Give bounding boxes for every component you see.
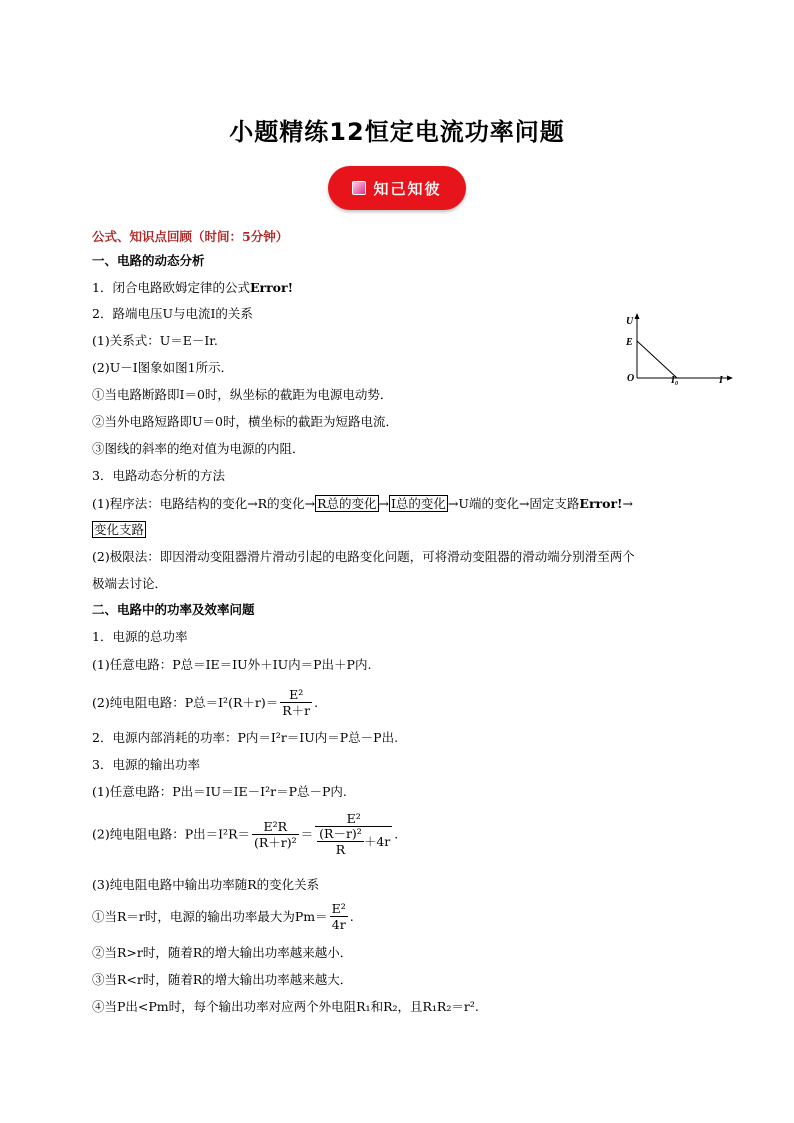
fraction: $\frac{\text{E²R}}{\text{(R＋r)²}}$ (253, 818, 297, 850)
text-line: (1)程序法：电路结构的变化→R的变化→ R总的变化 → I总的变化 →U端的变化→固定支路Error!→ (92, 496, 634, 511)
origin-label: O (627, 373, 635, 384)
text-line: ②当外电路短路即U＝0时，横坐标的截距为短路电流． (92, 414, 398, 429)
i0-label: I₀ (671, 375, 679, 386)
text-line: ③图线的斜率的绝对值为电源的内阻． (92, 441, 305, 456)
text-line: 2．路端电压U与电流I的关系 (92, 306, 253, 321)
fraction: E² $\frac{\text{(R－r)²}}{R}$ ＋4r (315, 812, 392, 858)
section-badge (328, 166, 466, 210)
y-axis-arrow (635, 313, 640, 319)
badge-label: 知己知彼 (373, 179, 442, 198)
text-line: 2．电源内部消耗的功率：P内＝I²r＝IU内＝P总－P出. (92, 730, 399, 745)
u-i-line (637, 341, 677, 378)
u-axis-label: U (626, 316, 634, 327)
text-line: (1)任意电路：P总＝IE＝IU外＋IU内＝P出＋P内. (92, 657, 372, 672)
text-line: ①当电路断路即I＝0时，纵坐标的截距为电源电动势． (92, 387, 393, 402)
text-line: ③当R<r时，随着R的增大输出功率越来越大． (92, 972, 353, 987)
badge-icon (352, 181, 366, 195)
text-line: 1．电源的总功率 (92, 629, 188, 644)
section-heading-2: 二、电路中的功率及效率问题 (92, 602, 255, 617)
text-line: 变化支路 (94, 522, 145, 537)
x-axis-arrow (727, 376, 733, 381)
page-title: 小题精练12恒定电流功率问题 (229, 118, 565, 146)
text-line: 极端去讨论． (92, 576, 168, 591)
text-line: (2)极限法：即因滑动变阻器滑片滑动引起的电路变化问题，可将滑动变阻器的滑动端分别滑至两个 (92, 549, 635, 564)
e-label: E (626, 337, 633, 348)
text-line: 3．电源的输出功率 (92, 757, 200, 772)
text-line: ④当P出<Pm时，每个输出功率对应两个外电阻R₁和R₂，且R₁R₂＝r². (92, 999, 479, 1014)
u-i-graph (620, 310, 740, 390)
text-line: 3．电路动态分析的方法 (92, 468, 225, 483)
text-line: 1．闭合电路欧姆定律的公式Error! (92, 280, 294, 295)
fraction: $\frac{\text{E²}}{4r}$ (331, 901, 346, 932)
text-line: ②当R>r时，随着R的增大输出功率越来越小． (92, 945, 353, 960)
text-line: (3)纯电阻电路中输出功率随R的变化关系 (92, 877, 320, 892)
review-heading: 公式、知识点回顾（时间：5分钟） (92, 229, 289, 244)
text-line: (1)关系式：U＝E－Ir. (92, 333, 218, 348)
formula-line: (2)纯电阻电路：P出＝I²R＝ $\frac{\text{E²R}}{\text{(R＋r)²}}$ ＝ E² $\frac{\text{(R－r)²}}{R}$ ＋4r . (92, 811, 399, 857)
text-line: (2)U－I图象如图1所示． (92, 360, 234, 375)
i-axis-label: I (719, 375, 723, 386)
formula-line: (2)纯电阻电路：P总＝I²(R＋r)＝ $\frac{\text{E²}}{R+r}$ . (92, 687, 319, 718)
formula-line: ①当R＝r时，电源的输出功率最大为Pm＝ $\frac{\text{E²}}{4r}$ . (92, 901, 354, 932)
section-heading-1: 一、电路的动态分析 (92, 253, 205, 268)
text-line: (1)任意电路：P出＝IU＝IE－I²r＝P总－P内. (92, 784, 347, 799)
fraction: $\frac{\text{E²}}{R+r}$ (282, 687, 311, 718)
